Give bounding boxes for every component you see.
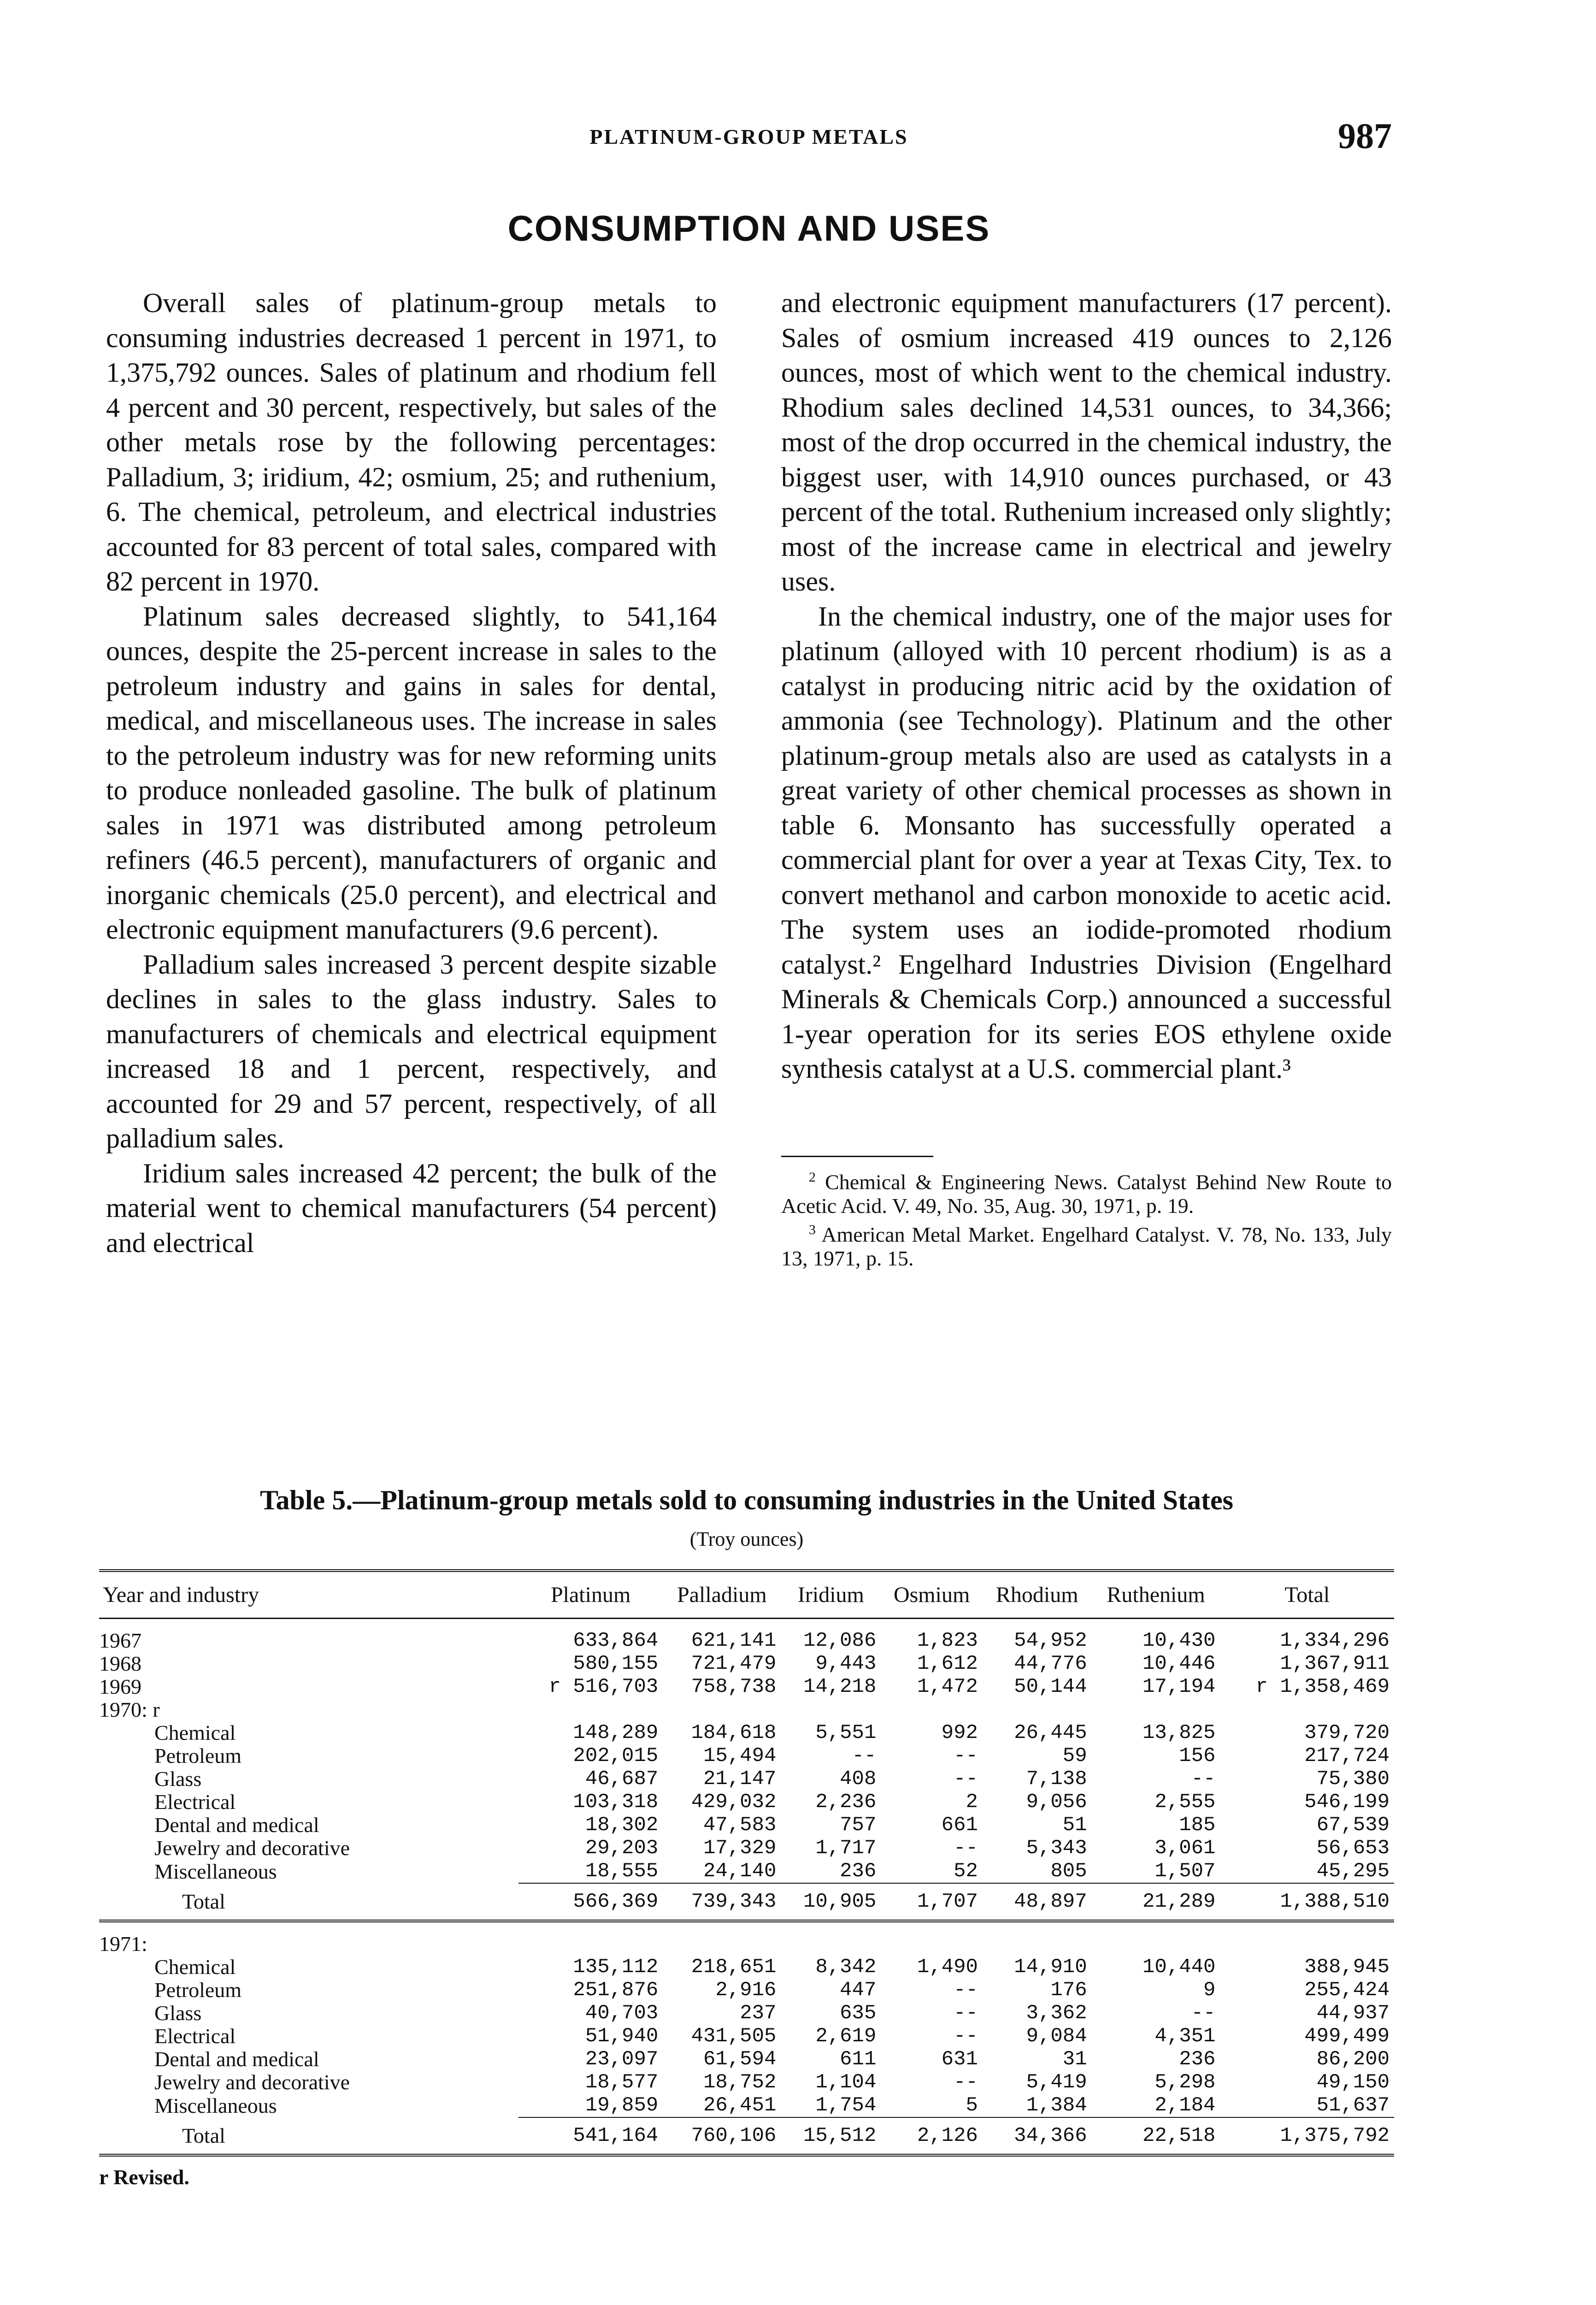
table-cell: 611 bbox=[840, 2048, 877, 2071]
table-cell: 1,490 bbox=[917, 1956, 978, 1979]
table-cell: 10,905 bbox=[781, 1883, 881, 1921]
table-cell: 9 bbox=[1203, 1979, 1216, 2002]
table-row bbox=[99, 1767, 1394, 1791]
paragraph: Platinum sales decreased slightly, to 541,164 ounces, despite the 25-percent increase in sales to the petroleum industry and gains in sales for dental, medical, and miscellaneous uses. The increase in sales to the petroleum industry was for new reforming units to produce nonleaded gasoline. The bulk of platinum sales in 1971 was distributed among petroleum refiners (46.5 percent), manufacturers of organic and inorganic chemicals (25.0 percent), and electrical and electronic equipment manufacturers (9.6 percent). bbox=[106, 601, 717, 945]
table-cell: 56,653 bbox=[1316, 1837, 1390, 1860]
table-cell: 251,876 bbox=[573, 1979, 659, 2002]
table-cell: 2 bbox=[966, 1791, 978, 1814]
table-cell: 44,776 bbox=[1014, 1652, 1087, 1675]
row-label: 1969 bbox=[99, 1675, 141, 1698]
table-cell: 18,752 bbox=[703, 2071, 777, 2094]
table-cell: 760,106 bbox=[663, 2117, 781, 2155]
table-cell: 1,823 bbox=[917, 1629, 978, 1652]
table-cell: 721,479 bbox=[691, 1652, 777, 1675]
year-heading: 1971: bbox=[99, 1932, 147, 1956]
table-cell: 9,056 bbox=[1026, 1791, 1087, 1814]
column-header: Osmium bbox=[881, 1571, 983, 1619]
table-cell: 5,419 bbox=[1026, 2071, 1087, 2094]
footnote bbox=[781, 1218, 1392, 1271]
table-cell: 580,155 bbox=[573, 1652, 659, 1675]
column-header: Palladium bbox=[663, 1571, 781, 1619]
paragraph: Iridium sales increased 42 percent; the bulk of the material went to chemical manufacturers (54 percent) and electrical bbox=[106, 1158, 717, 1258]
table-cell: 75,380 bbox=[1316, 1767, 1390, 1791]
table-cell: 758,738 bbox=[691, 1675, 777, 1698]
table-cell: 51,637 bbox=[1316, 2094, 1390, 2117]
table-cell: r 1,358,469 bbox=[1255, 1675, 1390, 1698]
table-cell: 635 bbox=[840, 2002, 877, 2025]
table-cell: 156 bbox=[1179, 1744, 1216, 1767]
table-cell: 2,916 bbox=[715, 1979, 777, 2002]
table-cell: -- bbox=[954, 1767, 978, 1791]
table-cell: 1,507 bbox=[1154, 1860, 1216, 1883]
table-cell: 21,147 bbox=[703, 1767, 777, 1791]
table-cell: 5,551 bbox=[815, 1721, 877, 1744]
table-cell: 18,302 bbox=[585, 1814, 659, 1837]
paragraph: Palladium sales increased 3 percent despite sizable declines in sales to the glass industry. Sales to manufacturers of chemicals and electrical equipment increased 18 and 1 percent, respectively, and accounted for 29 and 57 percent, respectively, of all palladium sales. bbox=[106, 949, 717, 1153]
table-cell: 757 bbox=[840, 1814, 877, 1837]
table-cell: 176 bbox=[1050, 1979, 1087, 2002]
page-header bbox=[106, 115, 1392, 166]
table-cell: 10,440 bbox=[1143, 1956, 1216, 1979]
table-cell: r 516,703 bbox=[548, 1675, 659, 1698]
table-cell: 48,897 bbox=[983, 1883, 1092, 1921]
table-cell: 26,445 bbox=[1014, 1721, 1087, 1744]
table-cell: 19,859 bbox=[585, 2094, 659, 2117]
paragraph: Overall sales of platinum-group metals to consuming industries decreased 1 percent in 1971, to 1,375,792 ounces. Sales of platinum and rhodium fell 4 percent and 30 percent, respectively, but sales of the other metals rose by the following percentages: Palladium, 3; iridium, 42; osmium, 25; and ruthenium, 6. The chemical, petroleum, and electrical industries accounted for 83 percent of total sales, compared with 82 percent in 1970. bbox=[106, 288, 717, 597]
table-cell: 1,717 bbox=[815, 1837, 877, 1860]
running-head: PLATINUM-GROUP METALS bbox=[589, 125, 908, 148]
table-cell: 2,555 bbox=[1154, 1791, 1216, 1814]
table-row bbox=[99, 2048, 1394, 2071]
table-cell: 13,825 bbox=[1143, 1721, 1216, 1744]
table-cell: 23,097 bbox=[585, 2048, 659, 2071]
row-label: Petroleum bbox=[154, 1978, 242, 2002]
table-cell: -- bbox=[954, 2025, 978, 2048]
table-cell: 44,937 bbox=[1316, 2002, 1390, 2025]
table-cell: 15,494 bbox=[703, 1744, 777, 1767]
table-cell: 237 bbox=[740, 2002, 777, 2025]
table-cell: 388,945 bbox=[1304, 1956, 1390, 1979]
table-cell: -- bbox=[954, 1744, 978, 1767]
table-body bbox=[99, 1619, 1394, 2156]
table-cell: 67,539 bbox=[1316, 1814, 1390, 1837]
table-row bbox=[99, 2025, 1394, 2048]
paragraph: and electronic equipment manufacturers (17 percent). Sales of osmium increased 419 ounces to 2,126 ounces, most of which went to the chemical industry. Rhodium sales declined 14,531 ounces, to 34,366; most of the drop occurred in the chemical industry, the biggest user, with 14,910 ounces purchased, or 43 percent of the total. Ruthenium increased only slightly; most of the increase came in electrical and jewelry uses. bbox=[781, 288, 1392, 597]
table-cell: 1,388,510 bbox=[1220, 1883, 1394, 1921]
footnote bbox=[781, 1165, 1392, 1218]
footnotes bbox=[781, 1156, 1392, 1271]
table-cell: 49,150 bbox=[1316, 2071, 1390, 2094]
table-cell: 54,952 bbox=[1014, 1629, 1087, 1652]
table-cell: -- bbox=[954, 2071, 978, 2094]
table-cell: 24,140 bbox=[703, 1860, 777, 1883]
table-cell: 7,138 bbox=[1026, 1767, 1087, 1791]
spacer-cell bbox=[99, 1619, 1394, 1630]
table-row bbox=[99, 1629, 1394, 1652]
table-cell: 2,184 bbox=[1154, 2094, 1216, 2117]
table-cell: 184,618 bbox=[691, 1721, 777, 1744]
column-header: Total bbox=[1220, 1571, 1394, 1619]
table-cell: -- bbox=[1191, 1767, 1216, 1791]
left-column bbox=[106, 286, 717, 1271]
table-row bbox=[99, 1883, 1394, 1921]
row-label: Petroleum bbox=[154, 1744, 242, 1767]
table-cell: 1,612 bbox=[917, 1652, 978, 1675]
table-cell: 5,343 bbox=[1026, 1837, 1087, 1860]
table-cell: 103,318 bbox=[573, 1791, 659, 1814]
table-cell: 1,384 bbox=[1026, 2094, 1087, 2117]
table-cell: 148,289 bbox=[573, 1721, 659, 1744]
table-row bbox=[99, 2071, 1394, 2094]
row-label: Dental and medical bbox=[154, 2047, 319, 2071]
table-row bbox=[99, 2002, 1394, 2025]
table-5 bbox=[99, 1484, 1394, 2189]
body-columns bbox=[106, 286, 1392, 1271]
table-cell: 621,141 bbox=[691, 1629, 777, 1652]
table-row bbox=[99, 1837, 1394, 1860]
table-cell: 31 bbox=[1062, 2048, 1087, 2071]
table-cell: 45,295 bbox=[1316, 1860, 1390, 1883]
paragraph: In the chemical industry, one of the major uses for platinum (alloyed with 10 percent rhodium) is as a catalyst in producing nitric acid by the oxidation of ammonia (see Technology). Platinum and the other platinum-group metals also are used as catalysts in a great variety of other chemical processes as shown in table 6. Monsanto has successfully operated a commercial plant for over a year at Texas City, Tex. to convert methanol and carbon monoxide to acetic acid. The system uses an iodide-promoted rhodium catalyst.² Engelhard Industries Division (Engelhard Minerals & Chemicals Corp.) announced a successful 1-year operation for its series EOS ethylene oxide synthesis catalyst at a U.S. commercial plant.³ bbox=[781, 601, 1392, 1084]
column-header: Year and industry bbox=[99, 1571, 518, 1619]
column-header: Ruthenium bbox=[1092, 1571, 1220, 1619]
table-cell: 18,577 bbox=[585, 2071, 659, 2094]
table-row bbox=[99, 1860, 1394, 1883]
table-cell: 8,342 bbox=[815, 1956, 877, 1979]
row-label: Total bbox=[99, 1883, 518, 1921]
table-cell: 1,375,792 bbox=[1220, 2117, 1394, 2155]
table-cell: -- bbox=[852, 1744, 877, 1767]
table-cell: 408 bbox=[840, 1767, 877, 1791]
table-cell: 22,518 bbox=[1092, 2117, 1220, 2155]
table-cell: 218,651 bbox=[691, 1956, 777, 1979]
table-cell: -- bbox=[954, 2002, 978, 2025]
footnote-text: American Metal Market. Engelhard Catalyst. V. 78, No. 133, July 13, 1971, p. 15. bbox=[781, 1223, 1392, 1271]
table-cell: 26,451 bbox=[703, 2094, 777, 2117]
row-label: Total bbox=[99, 2117, 518, 2155]
table-cell: 18,555 bbox=[585, 1860, 659, 1883]
table-cell: 1,104 bbox=[815, 2071, 877, 2094]
table-row bbox=[99, 1675, 1394, 1698]
table-cell: -- bbox=[954, 1837, 978, 1860]
column-header: Rhodium bbox=[983, 1571, 1092, 1619]
table-cell: 61,594 bbox=[703, 2048, 777, 2071]
table-cell: 546,199 bbox=[1304, 1791, 1390, 1814]
table-cell: 541,164 bbox=[518, 2117, 663, 2155]
table-row bbox=[99, 1979, 1394, 2002]
row-label: Electrical bbox=[154, 1790, 236, 1814]
table-cell: 255,424 bbox=[1304, 1979, 1390, 2002]
row-label: Chemical bbox=[154, 1955, 236, 1979]
column-header: Platinum bbox=[518, 1571, 663, 1619]
table-cell: 15,512 bbox=[781, 2117, 881, 2155]
table-cell: 51 bbox=[1062, 1814, 1087, 1837]
table-cell: 185 bbox=[1179, 1814, 1216, 1837]
table-row bbox=[99, 2094, 1394, 2117]
section-title: CONSUMPTION AND USES bbox=[507, 208, 990, 248]
table-subtitle: (Troy ounces) bbox=[689, 1528, 804, 1550]
row-label: Glass bbox=[154, 2001, 202, 2025]
row-label: 1968 bbox=[99, 1652, 141, 1675]
row-label: Electrical bbox=[154, 2024, 236, 2048]
table-cell: 21,289 bbox=[1092, 1883, 1220, 1921]
table-cell: 9,443 bbox=[815, 1652, 877, 1675]
table-cell: 739,343 bbox=[663, 1883, 781, 1921]
table-cell: 217,724 bbox=[1304, 1744, 1390, 1767]
table-row bbox=[99, 1956, 1394, 1979]
table-cell: 52 bbox=[954, 1860, 978, 1883]
table-cell: 805 bbox=[1050, 1860, 1087, 1883]
table-cell: 14,218 bbox=[803, 1675, 877, 1698]
table-cell: 47,583 bbox=[703, 1814, 777, 1837]
row-label: Chemical bbox=[154, 1721, 236, 1744]
table-cell: 10,430 bbox=[1143, 1629, 1216, 1652]
table-cell: 17,194 bbox=[1143, 1675, 1216, 1698]
table-cell: 2,619 bbox=[815, 2025, 877, 2048]
table-row bbox=[99, 1744, 1394, 1767]
table-row bbox=[99, 1814, 1394, 1837]
row-label: Jewelry and decorative bbox=[154, 2070, 350, 2094]
table-cell: 631 bbox=[941, 2048, 978, 2071]
table-cell: 1,334,296 bbox=[1280, 1629, 1390, 1652]
table-cell: 86,200 bbox=[1316, 2048, 1390, 2071]
table-cell: 51,940 bbox=[585, 2025, 659, 2048]
table-cell: 429,032 bbox=[691, 1791, 777, 1814]
table-cell: 1,472 bbox=[917, 1675, 978, 1698]
table-cell: 59 bbox=[1062, 1744, 1087, 1767]
table-cell: 431,505 bbox=[691, 2025, 777, 2048]
footnote-mark: 3 bbox=[809, 1222, 816, 1237]
table-row bbox=[99, 1652, 1394, 1675]
table-cell: 1,707 bbox=[881, 1883, 983, 1921]
row-spacer bbox=[99, 1921, 1394, 1933]
table-title: Table 5.—Platinum-group metals sold to consuming industries in the United States bbox=[260, 1485, 1233, 1515]
spacer-cell bbox=[99, 1921, 1394, 1933]
table-cell: 633,864 bbox=[573, 1629, 659, 1652]
table-cell: 2,126 bbox=[881, 2117, 983, 2155]
footnote-mark: 2 bbox=[809, 1169, 816, 1185]
table-cell: 3,061 bbox=[1154, 1837, 1216, 1860]
table-cell: 40,703 bbox=[585, 2002, 659, 2025]
row-label: Glass bbox=[154, 1767, 202, 1791]
table-cell: 236 bbox=[840, 1860, 877, 1883]
table-cell: 499,499 bbox=[1304, 2025, 1390, 2048]
footnote-text: Chemical & Engineering News. Catalyst Behind New Route to Acetic Acid. V. 49, No. 35, Aug. 30, 1971, p. 19. bbox=[781, 1170, 1392, 1218]
table-cell: 12,086 bbox=[803, 1629, 877, 1652]
table-cell: 9,084 bbox=[1026, 2025, 1087, 2048]
table-cell: 17,329 bbox=[703, 1837, 777, 1860]
table-cell: 29,203 bbox=[585, 1837, 659, 1860]
table-cell: 46,687 bbox=[585, 1767, 659, 1791]
table-cell: 5,298 bbox=[1154, 2071, 1216, 2094]
year-heading-row bbox=[99, 1933, 1394, 1956]
table-cell: 4,351 bbox=[1154, 2025, 1216, 2048]
table-cell: 236 bbox=[1179, 2048, 1216, 2071]
table-cell: 2,236 bbox=[815, 1791, 877, 1814]
row-label: 1967 bbox=[99, 1629, 141, 1652]
table-cell: 14,910 bbox=[1014, 1956, 1087, 1979]
table-cell: -- bbox=[954, 1979, 978, 2002]
row-label: Miscellaneous bbox=[154, 1859, 277, 1883]
table-row bbox=[99, 1721, 1394, 1744]
table-cell: 566,369 bbox=[518, 1883, 663, 1921]
right-column bbox=[781, 286, 1392, 1271]
row-label: Miscellaneous bbox=[154, 2093, 277, 2117]
table-cell: 447 bbox=[840, 1979, 877, 2002]
page-number: 987 bbox=[1338, 116, 1392, 156]
table-cell: 1,367,911 bbox=[1280, 1652, 1390, 1675]
table-cell: 379,720 bbox=[1304, 1721, 1390, 1744]
row-label: Dental and medical bbox=[154, 1813, 319, 1837]
row-spacer bbox=[99, 1619, 1394, 1630]
table-cell: 3,362 bbox=[1026, 2002, 1087, 2025]
table-cell: 34,366 bbox=[983, 2117, 1092, 2155]
table-cell: -- bbox=[1191, 2002, 1216, 2025]
row-label: Jewelry and decorative bbox=[154, 1836, 350, 1860]
table-cell: 202,015 bbox=[573, 1744, 659, 1767]
year-heading-row bbox=[99, 1698, 1394, 1721]
table-cell: 135,112 bbox=[573, 1956, 659, 1979]
table-row bbox=[99, 1791, 1394, 1814]
table-footnote: r Revised. bbox=[99, 2165, 189, 2189]
data-table bbox=[99, 1569, 1394, 2157]
table-row bbox=[99, 2117, 1394, 2155]
table-cell: 992 bbox=[941, 1721, 978, 1744]
table-cell: 10,446 bbox=[1143, 1652, 1216, 1675]
table-cell: 50,144 bbox=[1014, 1675, 1087, 1698]
table-cell: 661 bbox=[941, 1814, 978, 1837]
table-cell: 5 bbox=[966, 2094, 978, 2117]
table-cell: 1,754 bbox=[815, 2094, 877, 2117]
year-heading: 1970: r bbox=[99, 1698, 160, 1721]
table-header-row bbox=[99, 1571, 1394, 1619]
column-header: Iridium bbox=[781, 1571, 881, 1619]
